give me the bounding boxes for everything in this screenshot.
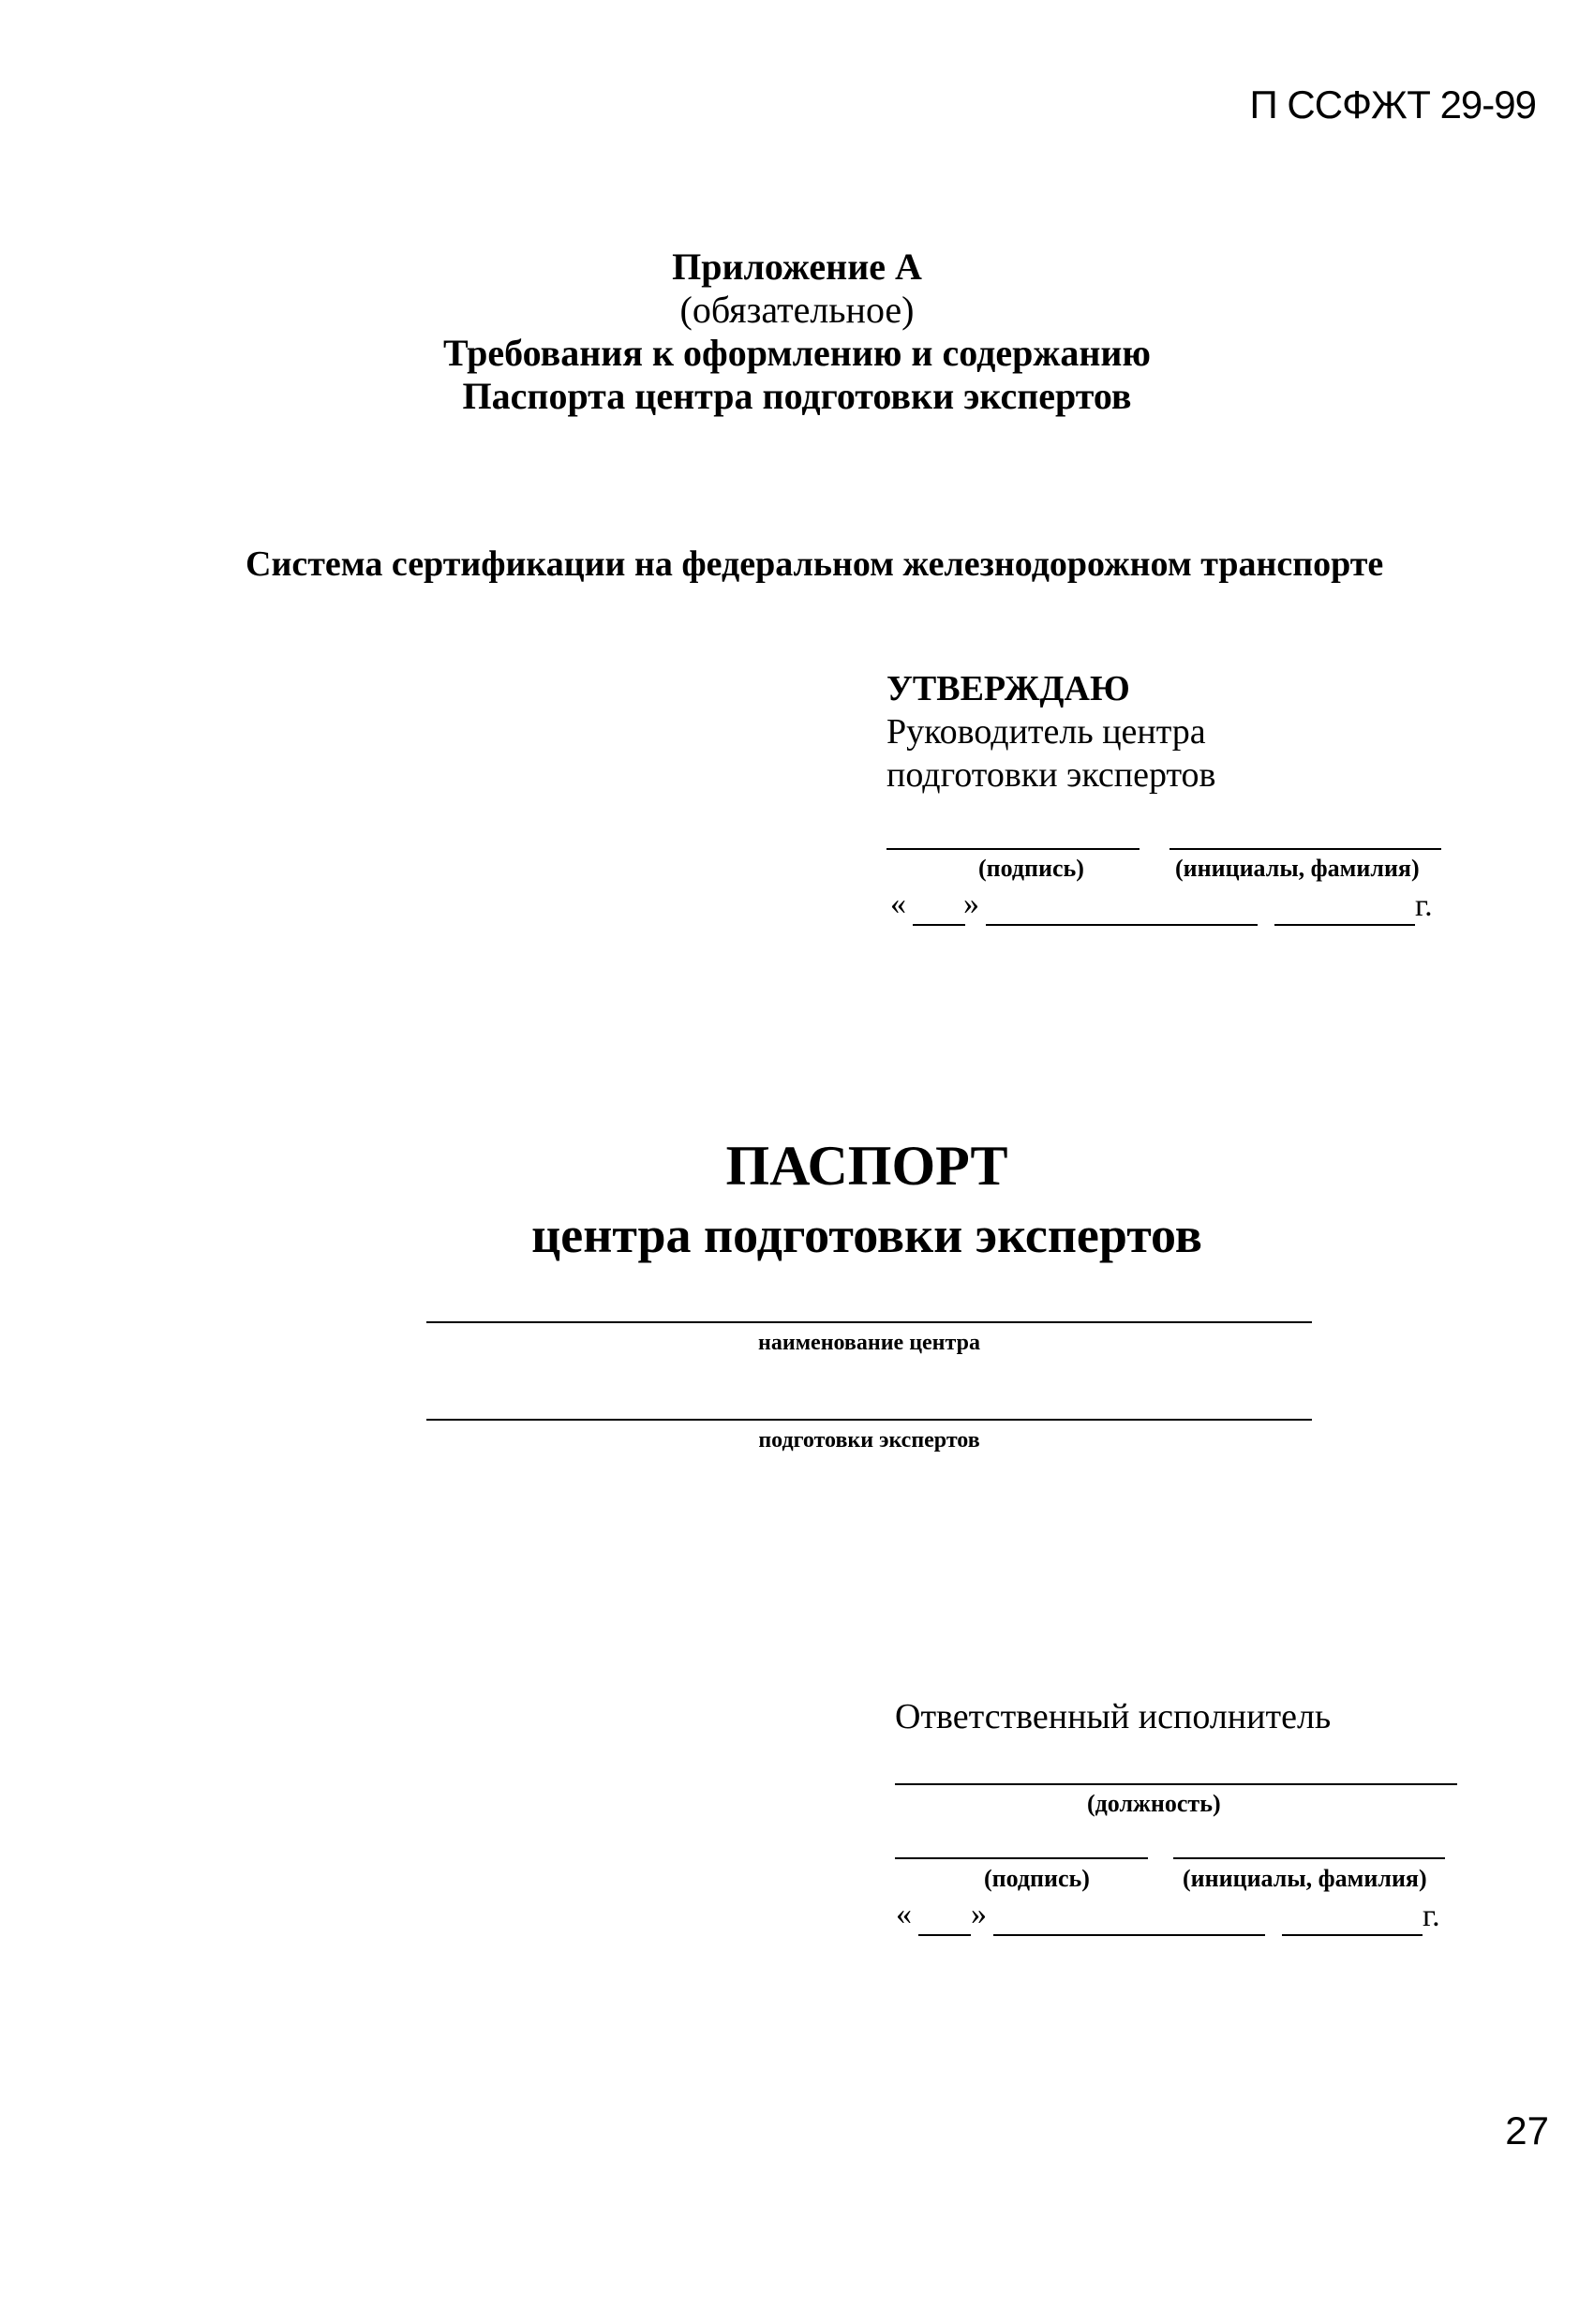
approval-signature-line[interactable] xyxy=(886,848,1140,850)
responsible-name-caption: (инициалы, фамилия) xyxy=(1183,1865,1427,1892)
approval-year-line[interactable] xyxy=(1274,924,1415,926)
approval-month-line[interactable] xyxy=(986,924,1258,926)
responsible-signature-line[interactable] xyxy=(895,1857,1148,1859)
responsible-position-caption: (должность) xyxy=(1087,1790,1221,1817)
passport-name-line2[interactable] xyxy=(426,1419,1312,1421)
appendix-type: (обязательное) xyxy=(679,289,915,331)
passport-title: ПАСПОРТ xyxy=(725,1135,1008,1197)
passport-name-line1[interactable] xyxy=(426,1321,1312,1323)
page-number: 27 xyxy=(1505,2108,1549,2153)
responsible-heading: Ответственный исполнитель xyxy=(895,1697,1332,1736)
approval-role-line1: Руководитель центра xyxy=(886,712,1206,752)
system-title: Система сертификации на федеральном железнодорожном транспорте xyxy=(246,544,1384,584)
passport-caption1: наименование центра xyxy=(758,1331,980,1355)
appendix-title: Приложение А xyxy=(672,246,922,288)
appendix-line1: Требования к оформлению и содержанию xyxy=(443,332,1151,374)
responsible-year-line[interactable] xyxy=(1282,1934,1423,1936)
appendix-heading xyxy=(0,246,1594,418)
approval-year-suffix: г. xyxy=(1415,888,1433,923)
responsible-quote-open: « xyxy=(896,1897,912,1931)
approval-quote-open: « xyxy=(890,886,906,921)
passport-caption2: подготовки экспертов xyxy=(758,1428,980,1452)
responsible-year-suffix: г. xyxy=(1423,1899,1440,1933)
approval-role-line2: подготовки экспертов xyxy=(886,755,1216,795)
approval-name-caption: (инициалы, фамилия) xyxy=(1175,855,1420,882)
responsible-signature-caption: (подпись) xyxy=(984,1865,1090,1892)
approval-day-line[interactable] xyxy=(913,924,965,926)
responsible-name-line[interactable] xyxy=(1173,1857,1445,1859)
document-code: П ССФЖТ 29-99 xyxy=(1249,82,1536,127)
responsible-quote-close: » xyxy=(971,1897,987,1931)
responsible-position-line[interactable] xyxy=(895,1783,1457,1785)
responsible-month-line[interactable] xyxy=(993,1934,1265,1936)
responsible-day-line[interactable] xyxy=(918,1934,971,1936)
approval-block xyxy=(886,667,1216,797)
passport-subtitle: центра подготовки экспертов xyxy=(531,1207,1202,1263)
approval-quote-close: » xyxy=(963,886,979,921)
approval-name-line[interactable] xyxy=(1169,848,1441,850)
approval-heading: УТВЕРЖДАЮ xyxy=(886,669,1130,708)
approval-signature-caption: (подпись) xyxy=(978,855,1084,882)
appendix-line2: Паспорта центра подготовки экспертов xyxy=(462,375,1132,417)
